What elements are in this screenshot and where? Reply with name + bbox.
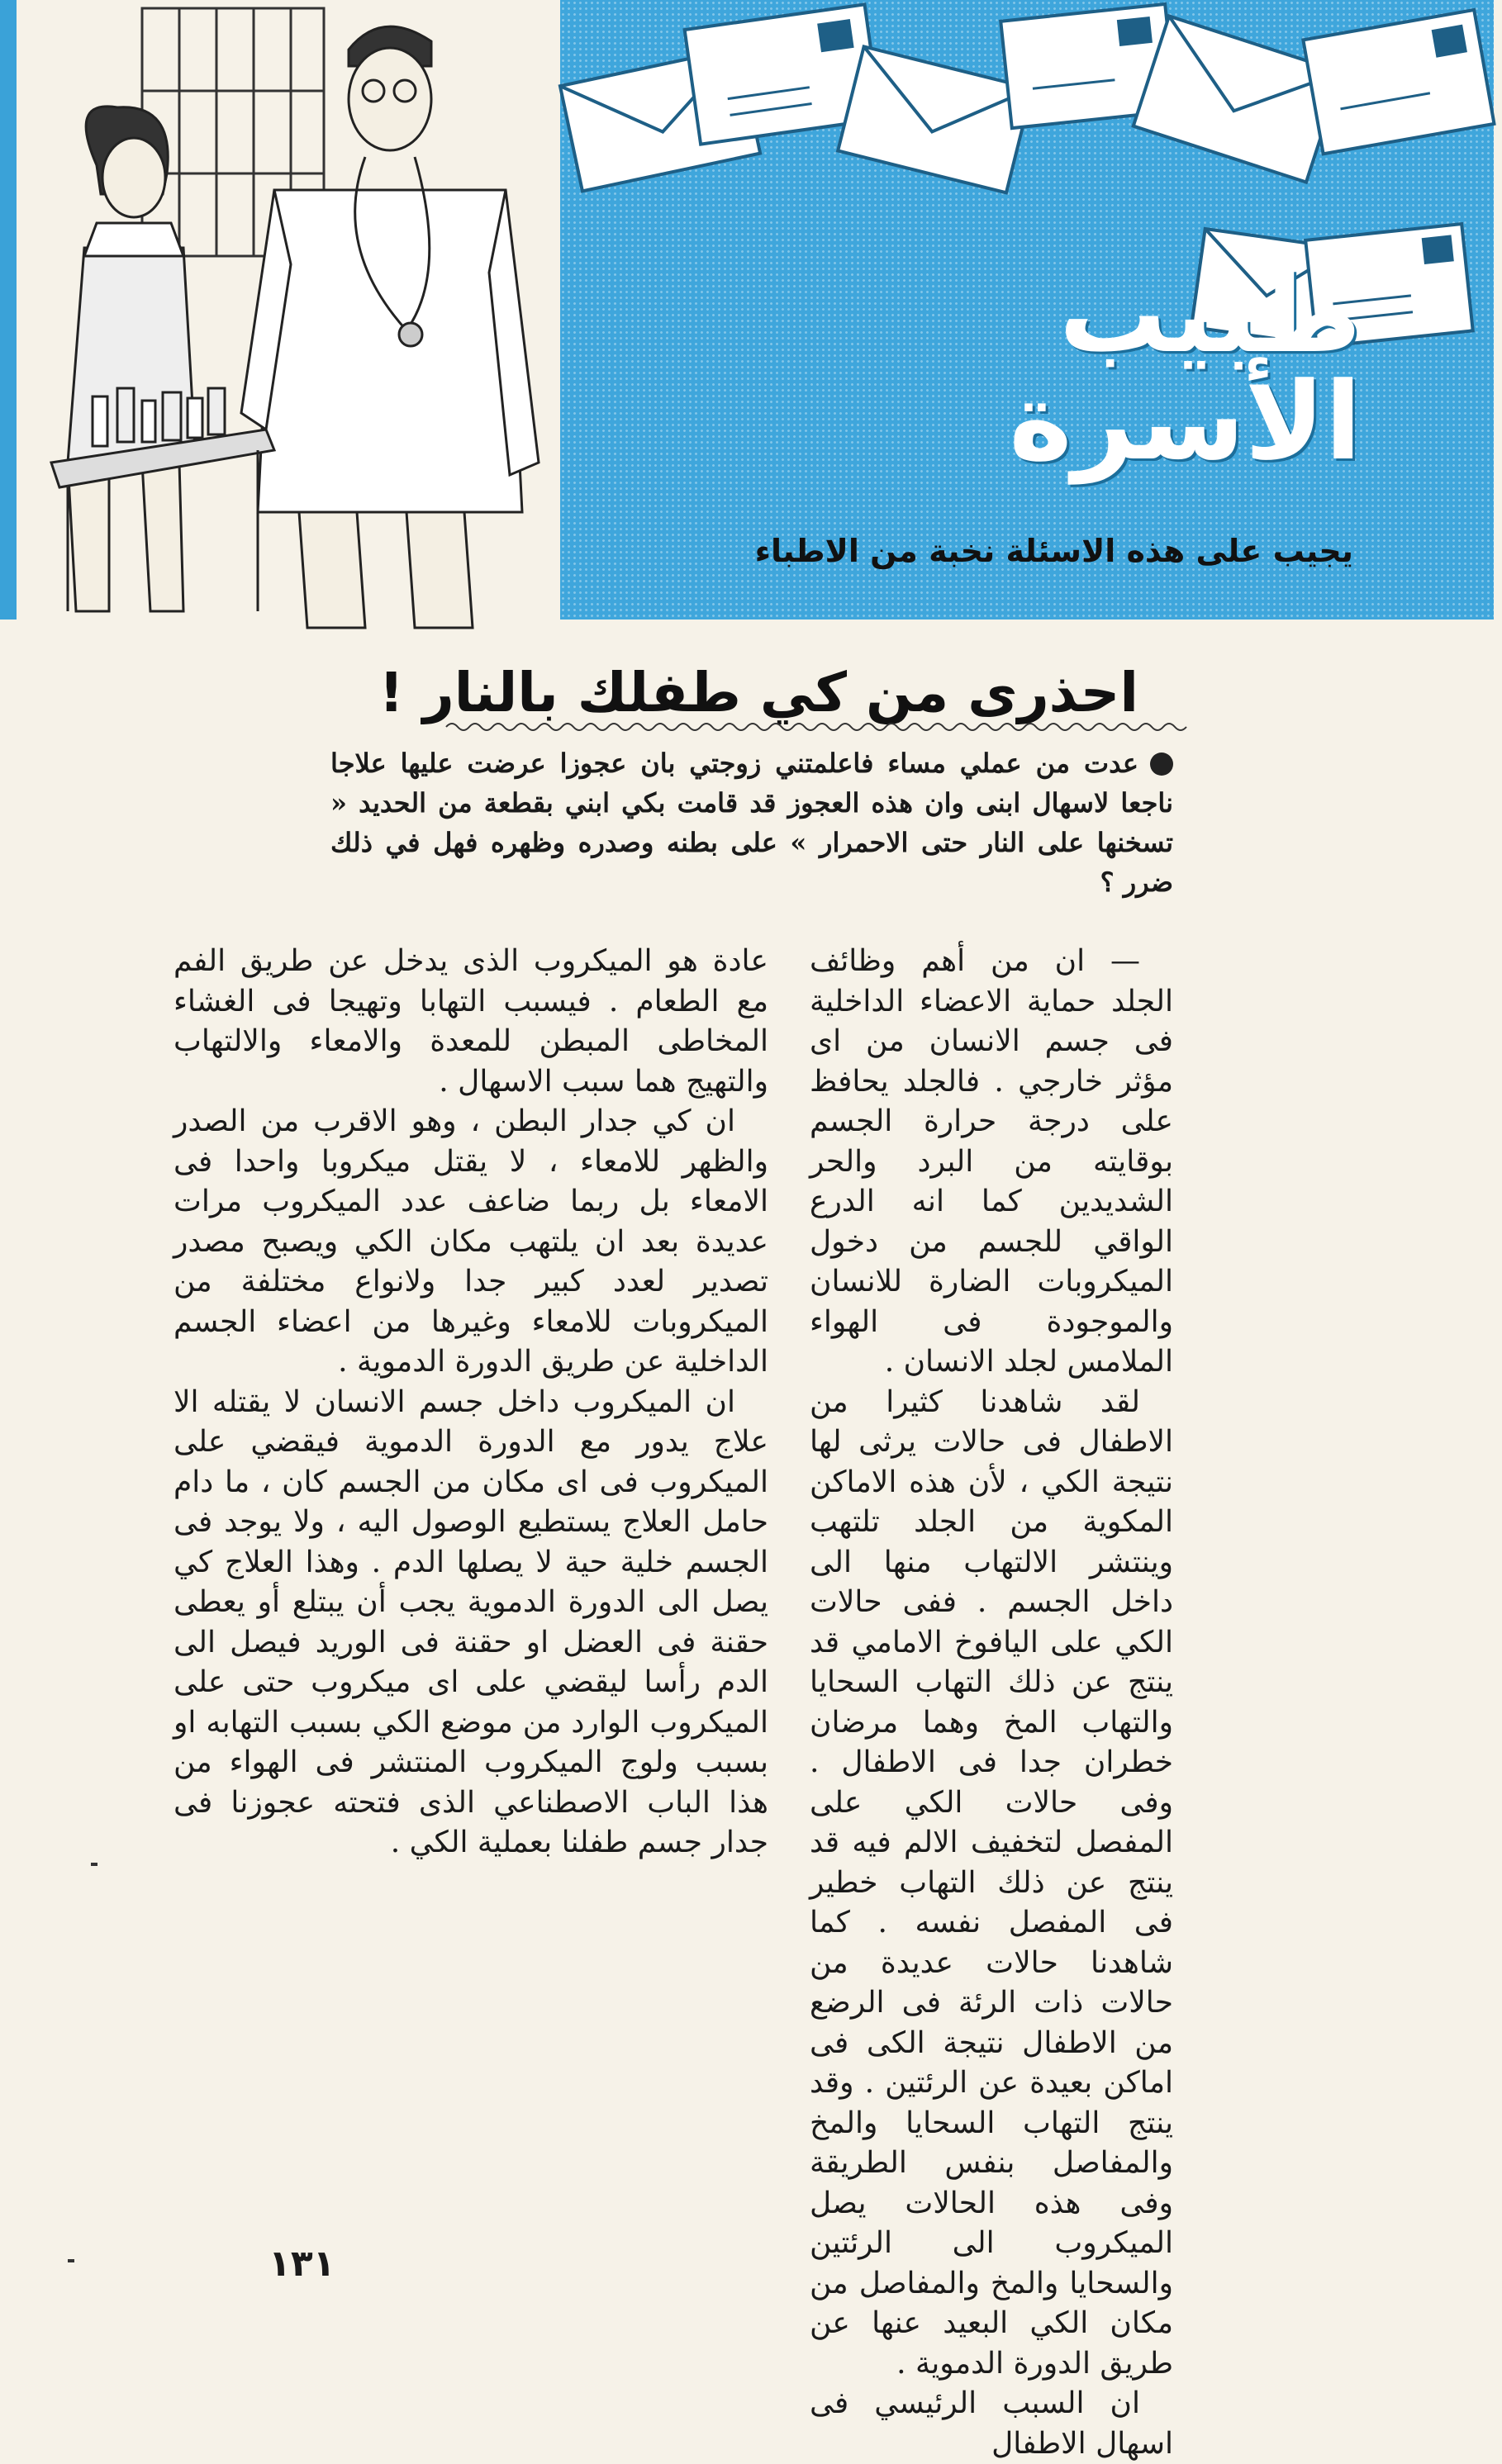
bullet-icon <box>1150 752 1173 776</box>
reader-question <box>330 743 1173 902</box>
print-mark <box>91 1863 97 1866</box>
section-title: طبيب الأسرة <box>1009 251 1362 484</box>
page-number: ١٣١ <box>269 2243 335 2285</box>
paragraph: ان كي جدار البطن ، وهو الاقرب من الصدر والظهر للامعاء ، لا يقتل ميكروبا واحدا فى الامعاء بل ربما ضاعف عدد الميكروب مرات عديدة بعد ان يلتهب مكان الكي ويصبح مصدر تصدير لعدد كبير جدا ولانواع مختلفة من الميكروبات للامعاء وغيرها من اعضاء الجسم الداخلية عن طريق الدورة الدموية . <box>173 1104 768 1379</box>
doctor-nurse-illustration <box>18 0 555 628</box>
answer-column-left <box>173 942 768 2131</box>
paragraph: عادة هو الميكروب الذى يدخل عن طريق الفم مع الطعام . فيسبب التهابا وتهيجا فى الغشاء المخاطى المبطن للمعدة والامعاء والالتهاب والتهيج هما سبب الاسهال . <box>173 944 768 1099</box>
paragraph: — ان من أهم وظائف الجلد حماية الاعضاء الداخلية فى جسم الانسان من اى مؤثر خارجي . فالجلد يحافظ على درجة حرارة الجسم بوقايته من البرد والحر الشديدين كما انه الدرع الواقي للجسم من دخول الميكروبات الضارة للانسان والموجودة فى الهواء الملامس لجلد الانسان . <box>810 944 1173 1379</box>
paragraph: ان السبب الرئيسي فى اسهال الاطفال <box>810 2386 1173 2461</box>
article-title: احذرى من كي طفلك بالنار ! <box>378 661 1138 724</box>
paragraph: ان الميكروب داخل جسم الانسان لا يقتله الا علاج يدور مع الدورة الدموية فيقضي على الميكروب فى اى مكان من الجسم كان ، ما دام حامل العلاج يستطيع الوصول اليه ، ولا يوجد فى الجسم خلية حية لا يصلها الدم . وهذا العلاج كي يصل الى الدورة الدموية يجب أن يبتلع أو يعطى حقنة فى العضل او حقنة فى الوريد فيصل الى الدم رأسا ليقضي على اى ميكروب حتى على الميكروب الوارد من موضع الكي بسبب التهابه او بسبب ولوج الميكروب المنتشر فى الهواء من هذا الباب الاصطناعي الذى فتحته عجوزنا فى جدار جسم طفلنا بعملية الكي . <box>173 1384 768 1859</box>
answer-column-right <box>810 942 1173 2461</box>
title-divider <box>446 719 1190 735</box>
section-subtitle: يجيب على هذه الاسئلة نخبة من الاطباء <box>754 533 1353 569</box>
section-header-panel <box>560 0 1494 620</box>
left-blue-margin <box>0 0 17 620</box>
print-mark <box>68 2259 74 2262</box>
envelope-icon <box>1287 0 1502 165</box>
paragraph: لقد شاهدنا كثيرا من الاطفال فى حالات يرثى لها نتيجة الكي ، لأن هذه الاماكن المكوية من الجلد تلتهب وينتشر الالتهاب منها الى داخل الجسم . ففى حالات الكي على اليافوخ الامامي قد ينتج عن ذلك التهاب السحايا والتهاب المخ وهما مرضان خطران جدا فى الاطفال . وفى حالات الكي على المفصل لتخفيف الالم فيه قد ينتج عن ذلك التهاب خطير فى المفصل نفسه . كما شاهدنا حالات عديدة من حالات ذات الرئة فى الرضع من الاطفال نتيجة الكى فى اماكن بعيدة عن الرئتين . وقد ينتج التهاب السحايا والمخ والمفاصل بنفس الطريقة وفى هذه الحالات يصل الميكروب الى الرئتين والسحايا والمخ والمفاصل من مكان الكي البعيد عنها عن طريق الدورة الدموية . <box>810 1384 1173 2381</box>
question-text: عدت من عملي مساء فاعلمتني زوجتي بان عجوزا عرضت عليها علاجا ناجعا لاسهال ابنى وان هذه العجوز قد قامت بكي ابني بقطعة من الحديد « تسخنها على النار حتى الاحمرار » على بطنه وصدره وظهره فهل في ذلك ضرر ؟ <box>330 748 1173 898</box>
